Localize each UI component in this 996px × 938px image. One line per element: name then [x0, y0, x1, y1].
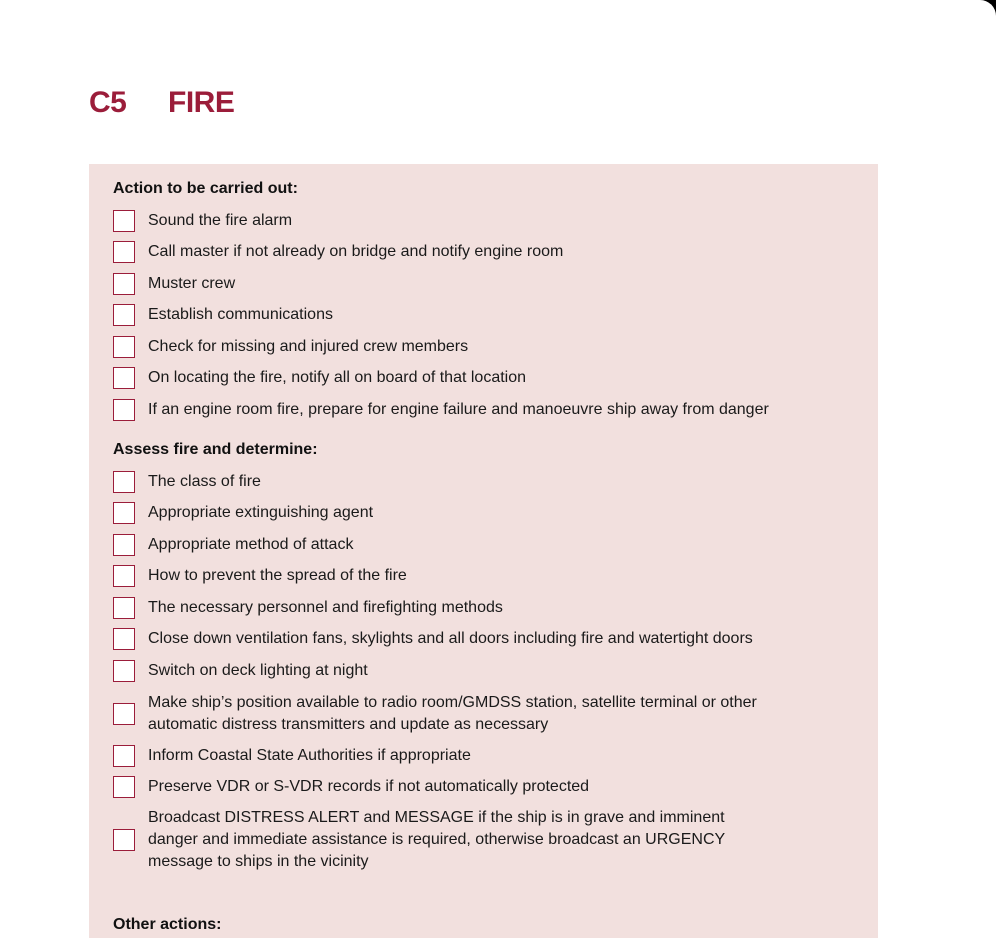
- item-label: Check for missing and injured crew members: [148, 338, 469, 355]
- checkbox[interactable]: [113, 336, 135, 358]
- checklist-item[interactable]: [113, 502, 788, 524]
- checkbox[interactable]: [113, 273, 135, 295]
- checklist-item[interactable]: [113, 776, 788, 798]
- checkbox[interactable]: [113, 367, 135, 389]
- checkbox[interactable]: [113, 304, 135, 326]
- checkbox[interactable]: [113, 210, 135, 232]
- checkbox[interactable]: [113, 534, 135, 556]
- checklist-item[interactable]: [113, 660, 788, 682]
- checkbox[interactable]: [113, 399, 135, 421]
- item-label: Switch on deck lighting at night: [148, 662, 368, 679]
- checkbox[interactable]: [113, 776, 135, 798]
- checklist-item[interactable]: [113, 692, 778, 736]
- checklist-item[interactable]: [113, 336, 788, 358]
- item-label: Inform Coastal State Authorities if appropriate: [148, 747, 471, 764]
- checklist-item[interactable]: [113, 565, 788, 587]
- checkbox[interactable]: [113, 745, 135, 767]
- checkbox[interactable]: [113, 471, 135, 493]
- checklist-item[interactable]: [113, 367, 788, 389]
- item-label: Sound the fire alarm: [148, 212, 293, 229]
- item-label: Preserve VDR or S-VDR records if not automatically protected: [148, 778, 590, 795]
- checklist-panel: [89, 164, 878, 938]
- item-label: How to prevent the spread of the fire: [148, 567, 407, 584]
- item-label: Make ship’s position available to radio room/GMDSS station, satellite terminal or other automatic distress transmitters and update as necessary: [148, 694, 757, 733]
- item-label: If an engine room fire, prepare for engine failure and manoeuvre ship away from danger: [148, 401, 769, 418]
- section-title: FIRE: [168, 86, 235, 119]
- checklist-item[interactable]: [113, 807, 773, 873]
- assess-heading: Assess fire and determine:: [113, 441, 318, 458]
- item-label: Muster crew: [148, 275, 236, 292]
- item-label: The class of fire: [148, 473, 261, 490]
- checklist-item[interactable]: [113, 745, 788, 767]
- item-label: Call master if not already on bridge and notify engine room: [148, 243, 564, 260]
- item-label: Appropriate extinguishing agent: [148, 504, 374, 521]
- checklist-item[interactable]: [113, 304, 788, 326]
- item-label: The necessary personnel and firefighting methods: [148, 599, 503, 616]
- item-label: Broadcast DISTRESS ALERT and MESSAGE if the ship is in grave and imminent danger and immediate assistance is required, otherwise broadcast an URGENCY message to ships in the vicinity: [148, 809, 725, 870]
- section-code: C5: [89, 86, 127, 119]
- checklist-item[interactable]: [113, 471, 788, 493]
- other-heading: Other actions:: [113, 916, 222, 933]
- checkbox[interactable]: [113, 241, 135, 263]
- checkbox[interactable]: [113, 628, 135, 650]
- item-label: Establish communications: [148, 306, 333, 323]
- checkbox[interactable]: [113, 703, 135, 725]
- checkbox[interactable]: [113, 829, 135, 851]
- checkbox[interactable]: [113, 502, 135, 524]
- item-label: Appropriate method of attack: [148, 536, 354, 553]
- checklist-item[interactable]: [113, 534, 788, 556]
- item-label: Close down ventilation fans, skylights and all doors including fire and watertight doors: [148, 630, 753, 647]
- page-title: [89, 86, 234, 120]
- checklist-item[interactable]: [113, 597, 788, 619]
- item-label: On locating the fire, notify all on board of that location: [148, 369, 527, 386]
- checklist-item[interactable]: [113, 399, 848, 421]
- checkbox[interactable]: [113, 565, 135, 587]
- checklist-item[interactable]: [113, 628, 848, 650]
- checkbox[interactable]: [113, 597, 135, 619]
- checkbox[interactable]: [113, 660, 135, 682]
- checklist-item[interactable]: [113, 273, 788, 295]
- action-heading: Action to be carried out:: [113, 180, 298, 197]
- page-corner: [978, 0, 996, 18]
- checklist-item[interactable]: [113, 210, 788, 232]
- checklist-item[interactable]: [113, 241, 788, 263]
